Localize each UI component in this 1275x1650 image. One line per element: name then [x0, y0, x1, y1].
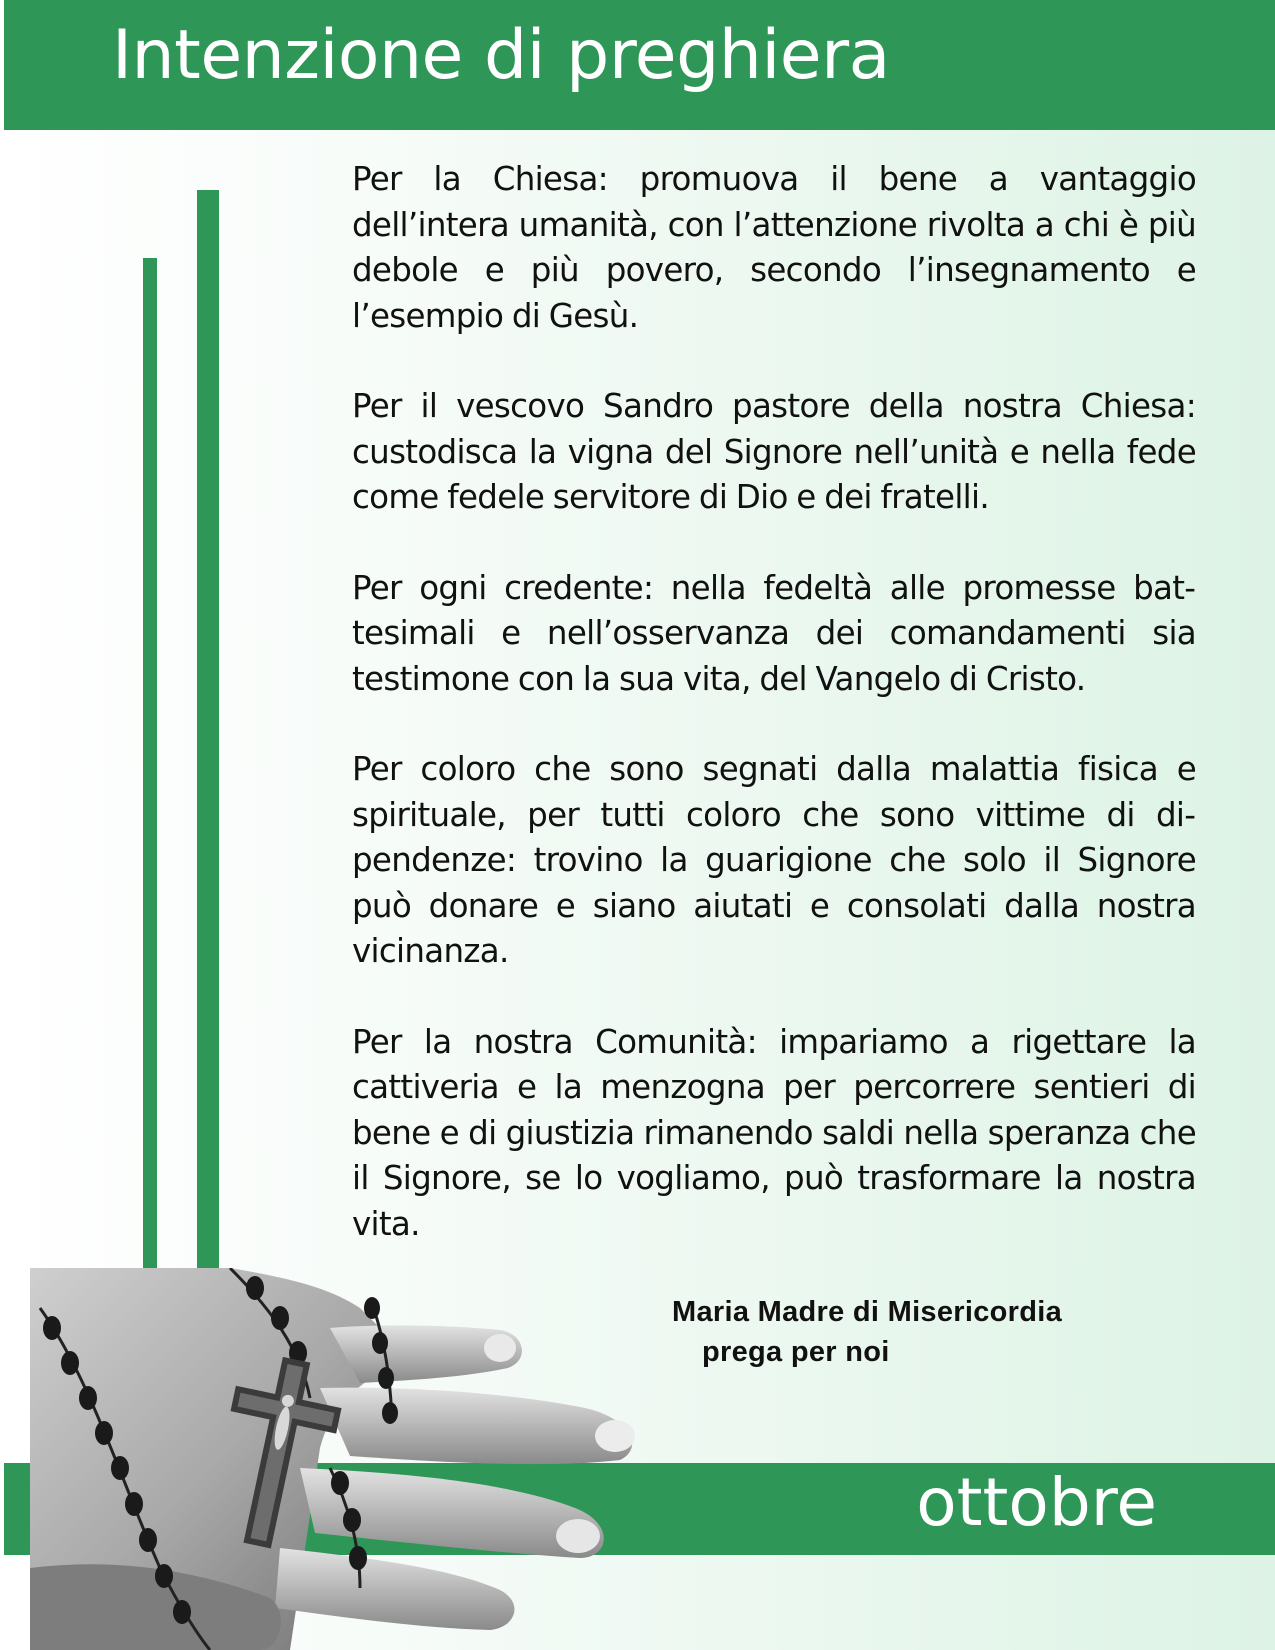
page-title: Intenzione di preghiera [112, 16, 890, 95]
praying-hand-rosary-icon [30, 1268, 645, 1650]
signature-block [672, 1292, 1062, 1372]
signature-line-1: Maria Madre di Misericordia [672, 1296, 1063, 1328]
intention-comunita: Per la nostra Comunità: impariamo a rigettare la cattiveria e la menzogna per percorrere sentieri di bene e di giustizia rimanendo saldi nella speranza che il Signore, se lo vogliamo, può trasformare la nostra vita. [352, 1022, 1196, 1243]
intention-credente: Per ogni credente: nella fedeltà alle promesse battesimali e nell’osservanza dei comandamenti sia testimone con la sua vita, del Vangelo di Cristo. [352, 568, 1196, 698]
decorative-bar-outer [143, 258, 157, 1318]
month-label: ottobre [916, 1464, 1157, 1541]
intentions-list [352, 157, 1196, 1292]
intention-malati: Per coloro che sono segnati dalla malattia fisica e spirituale, per tutti coloro che sono vittime di dipendenze: trovino la guarigione che solo il Signore può donare e siano aiutati e consolati dalla nostra vicinanza. [352, 750, 1196, 970]
signature-line-2: prega per noi [702, 1336, 890, 1368]
intention-vescovo: Per il vescovo Sandro pastore della nostra Chiesa: custodisca la vigna del Signore nell’unità e nella fede come fedele servitore di Dio e dei fratelli. [352, 387, 1196, 516]
intention-chiesa: Per la Chiesa: promuova il bene a vantaggio dell’intera umanità, con l’attenzione rivolta a chi è più debole e più povero, secondo l’insegnamento e l’esempio di Gesù. [352, 160, 1196, 335]
